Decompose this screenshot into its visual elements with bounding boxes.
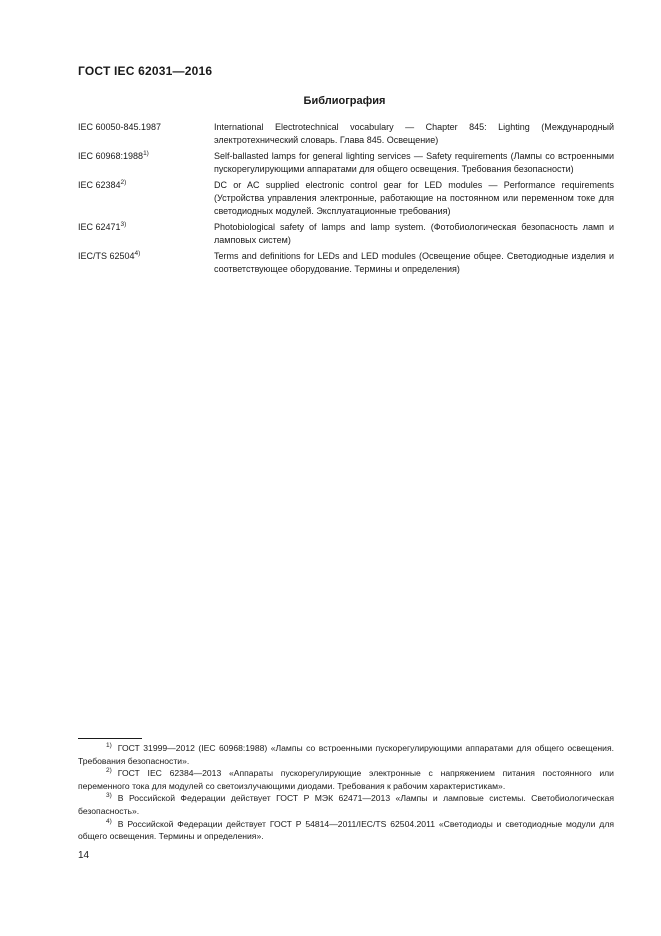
ref-code: IEC 60050-845.1987 <box>78 122 162 132</box>
bibliography-description: Self-ballasted lamps for general lighting services — Safety requirements (Лампы со встроенными пускорегулирующими аппаратами для общего освещения. Требования безопасности) <box>214 151 614 174</box>
bibliography-entry <box>78 179 614 217</box>
bibliography-entry <box>78 150 614 175</box>
footnote-marker: 1) <box>143 150 149 158</box>
bibliography-entry <box>78 250 614 275</box>
footnote-number: 1) <box>106 742 112 749</box>
document-header: ГОСТ IEC 62031—2016 <box>78 64 213 78</box>
footnote-marker: 3) <box>120 221 127 229</box>
footnotes <box>78 742 614 843</box>
footnote-divider <box>78 738 142 739</box>
footnote-number: 2) <box>106 767 112 775</box>
footnote-number: 4) <box>106 817 112 825</box>
ref-code: IEC 62384 <box>78 180 121 191</box>
footnote-marker: 2) <box>120 179 127 187</box>
footnote-text: ГОСТ IEC 62384—2013 «Аппараты пускорегулирующие электронные с напряжением питания постоянного или переменного тока для модулей со светоизлучающими диодами. Требования к рабочим характеристикам». <box>78 768 614 791</box>
footnote <box>78 792 614 817</box>
bibliography-entry <box>78 121 614 146</box>
bibliography-ref <box>78 250 140 263</box>
section-title: Библиография <box>303 95 386 107</box>
bibliography-description: Photobiological safety of lamps and lamp system. (Фотобиологическая безопасность ламп и ламповых систем) <box>214 222 614 245</box>
footnote-number: 3) <box>106 792 112 800</box>
footnote-marker: 4) <box>134 250 141 258</box>
ref-code: IEC 62471 <box>78 222 121 233</box>
bibliography-description: DC or AC supplied electronic control gear for LED modules — Performance requirements (Устройства управления электронные, работающие на постоянном или переменном токе для светодиодных модулей. Эксплуатационные требования) <box>214 180 614 216</box>
footnote <box>78 818 614 843</box>
bibliography-ref <box>78 179 126 192</box>
bibliography-description: Terms and definitions for LEDs and LED modules (Освещение общее. Светодиодные изделия и соответствующее оборудование. Термины и определения) <box>214 251 614 274</box>
footnote-text: В Российской Федерации действует ГОСТ Р 54814—2011/IEC/TS 62504.2011 «Светодиоды и светодиодные модули для общего освещения. Термины и определения». <box>78 818 614 842</box>
bibliography-list <box>78 121 614 280</box>
footnote-text: В Российской Федерации действует ГОСТ Р МЭК 62471—2013 «Лампы и ламповые системы. Светобиологическая безопасность». <box>78 793 614 816</box>
bibliography-ref <box>78 150 149 163</box>
bibliography-ref <box>78 121 161 134</box>
bibliography-entry <box>78 221 614 246</box>
ref-code: IEC/TS 62504 <box>78 251 135 262</box>
footnote <box>78 742 614 767</box>
footnote-text: ГОСТ 31999—2012 (IEC 60968:1988) «Лампы со встроенными пускорегулирующими аппаратами для общего освещения. Требования безопасности». <box>78 743 614 766</box>
bibliography-ref <box>78 221 126 234</box>
footnote <box>78 767 614 792</box>
bibliography-description: International Electrotechnical vocabulary — Chapter 845: Lighting (Международный электротехнический словарь. Глава 845. Освещение) <box>214 122 614 145</box>
ref-code: IEC 60968:1988 <box>78 151 144 162</box>
page-number: 14 <box>78 850 90 861</box>
